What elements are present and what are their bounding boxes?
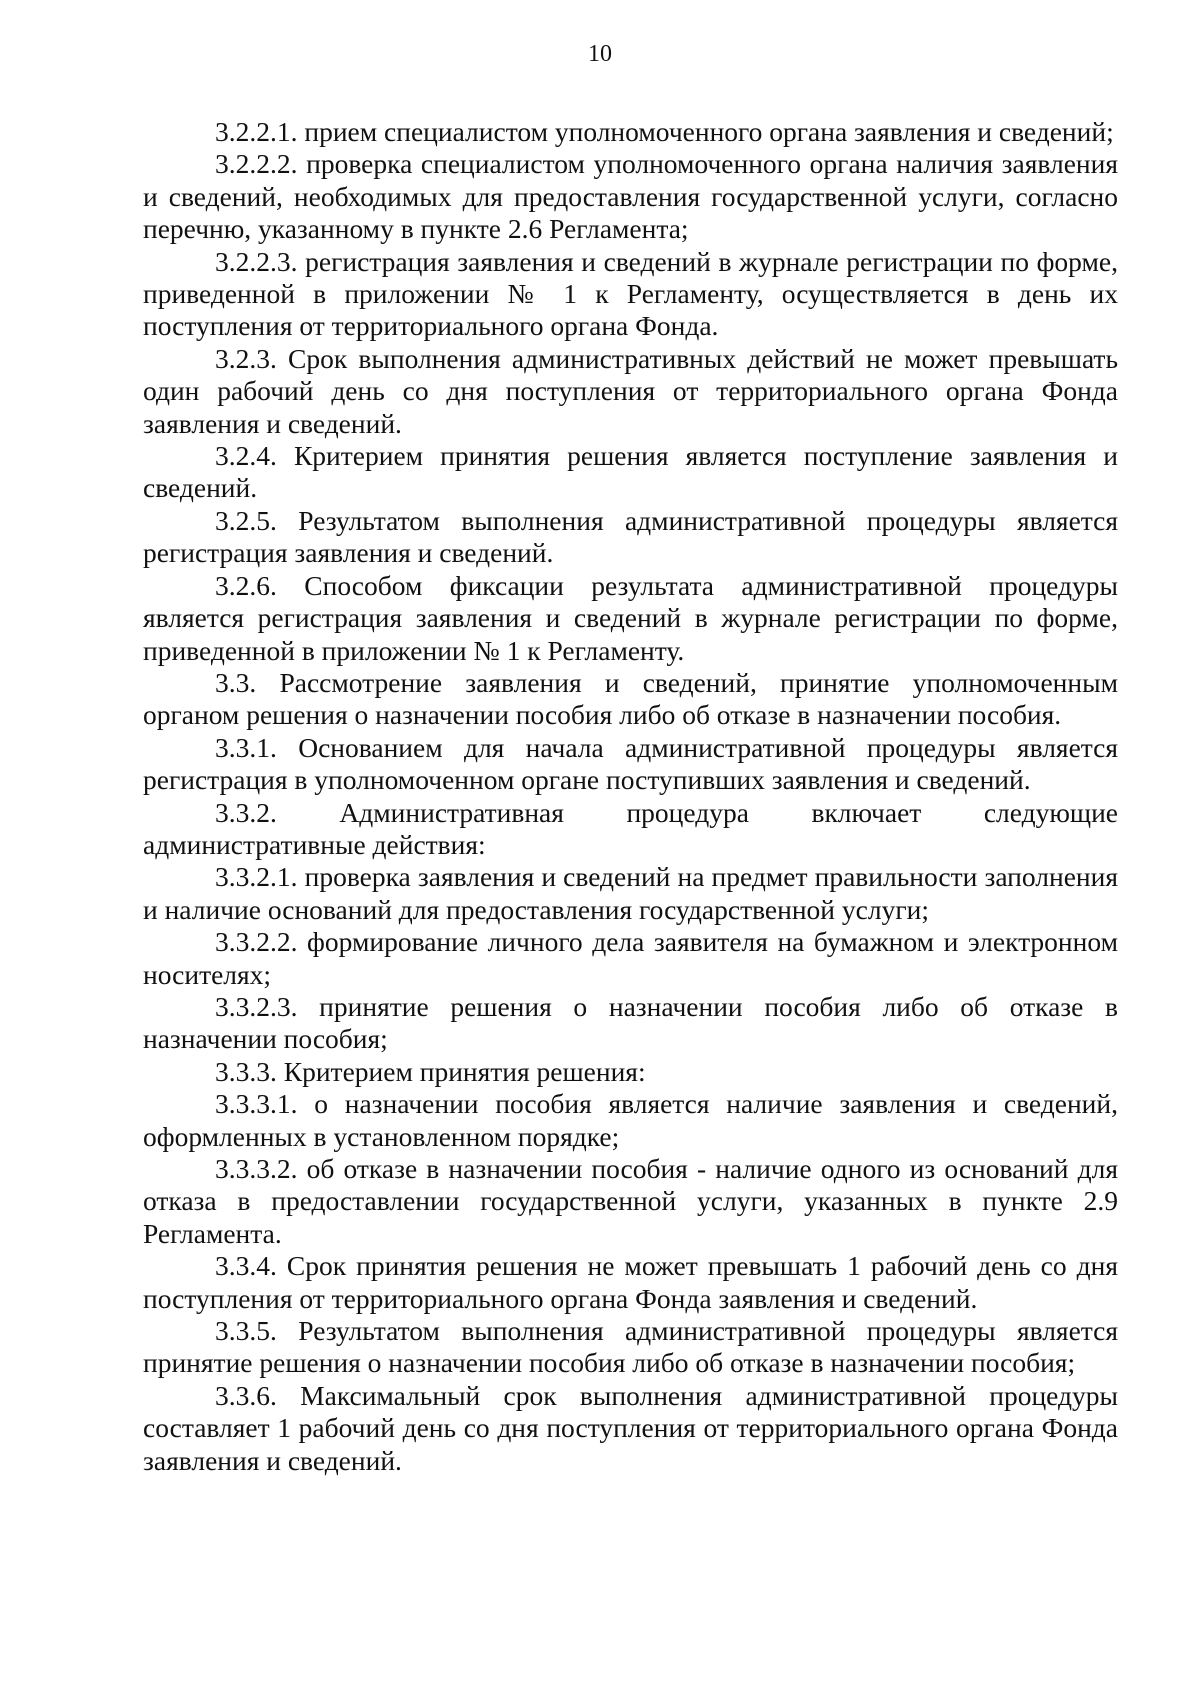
paragraph-3-3-2-3: 3.3.2.3. принятие решения о назначении пособия либо об отказе в назначении пособия;	[143, 990, 1118, 1055]
paragraph-3-3-1: 3.3.1. Основанием для начала административной процедуры является регистрация в уполномоченном органе поступивших заявления и сведений.	[143, 731, 1118, 796]
paragraph-3-3-2-2: 3.3.2.2. формирование личного дела заявителя на бумажном и электронном носителях;	[143, 926, 1118, 990]
paragraph-3-3-6: 3.3.6. Максимальный срок выполнения административной процедуры составляет 1 рабочий день со дня поступления от территориального органа Фонда заявления и сведений.	[143, 1379, 1118, 1476]
document-body	[143, 116, 1118, 1477]
paragraph-3-2-5: 3.2.5. Результатом выполнения административной процедуры является регистрация заявления и сведений.	[143, 504, 1118, 569]
paragraph-3-2-2-2: 3.2.2.2. проверка специалистом уполномоченного органа наличия заявления и сведений, необходимых для предоставления государственной услуги, согласно перечню, указанному в пункте 2.6 Регламента;	[143, 148, 1118, 245]
paragraph-3-3-4: 3.3.4. Срок принятия решения не может превышать 1 рабочий день со дня поступления от территориального органа Фонда заявления и сведений.	[143, 1250, 1118, 1314]
paragraph-3-3-3-2: 3.3.3.2. об отказе в назначении пособия - наличие одного из оснований для отказа в предоставлении государственной услуги, указанных в пункте 2.9 Регламента.	[143, 1153, 1118, 1249]
paragraph-3-2-6: 3.2.6. Способом фиксации результата административной процедуры является регистрация заявления и сведений в журнале регистрации по форме, приведенной в приложении № 1 к Регламенту.	[143, 569, 1118, 666]
paragraph-3-3-2: 3.3.2. Административная процедура включает следующие административные действия:	[143, 796, 1118, 860]
paragraph-3-2-4: 3.2.4. Критерием принятия решения является поступление заявления и сведений.	[143, 440, 1118, 504]
paragraph-3-3-3: 3.3.3. Критерием принятия решения:	[215, 1055, 646, 1087]
paragraph-3-2-3: 3.2.3. Срок выполнения административных действий не может превышать один рабочий день со дня поступления от территориального органа Фонда заявления и сведений.	[143, 342, 1118, 439]
paragraph-3-3-3-1: 3.3.3.1. о назначении пособия является наличие заявления и сведений, оформленных в установленном порядке;	[143, 1088, 1118, 1152]
page-number: 10	[588, 41, 612, 67]
paragraph-3-2-2-1: 3.2.2.1. прием специалистом уполномоченного органа заявления и сведений;	[215, 116, 1114, 147]
paragraph-3-3-2-1: 3.3.2.1. проверка заявления и сведений на предмет правильности заполнения и наличие оснований для предоставления государственной услуги;	[143, 861, 1118, 925]
paragraph-3-2-2-3: 3.2.2.3. регистрация заявления и сведений в журнале регистрации по форме, приведенной в приложении № 1 к Регламенту, осуществляется в день их поступления от территориального органа Фонда.	[143, 245, 1118, 342]
paragraph-3-3: 3.3. Рассмотрение заявления и сведений, принятие уполномоченным органом решения о назначении пособия либо об отказе в назначении пособия.	[143, 666, 1118, 731]
paragraph-3-3-5: 3.3.5. Результатом выполнения административной процедуры является принятие решения о назначении пособия либо об отказе в назначении пособия;	[143, 1315, 1118, 1379]
